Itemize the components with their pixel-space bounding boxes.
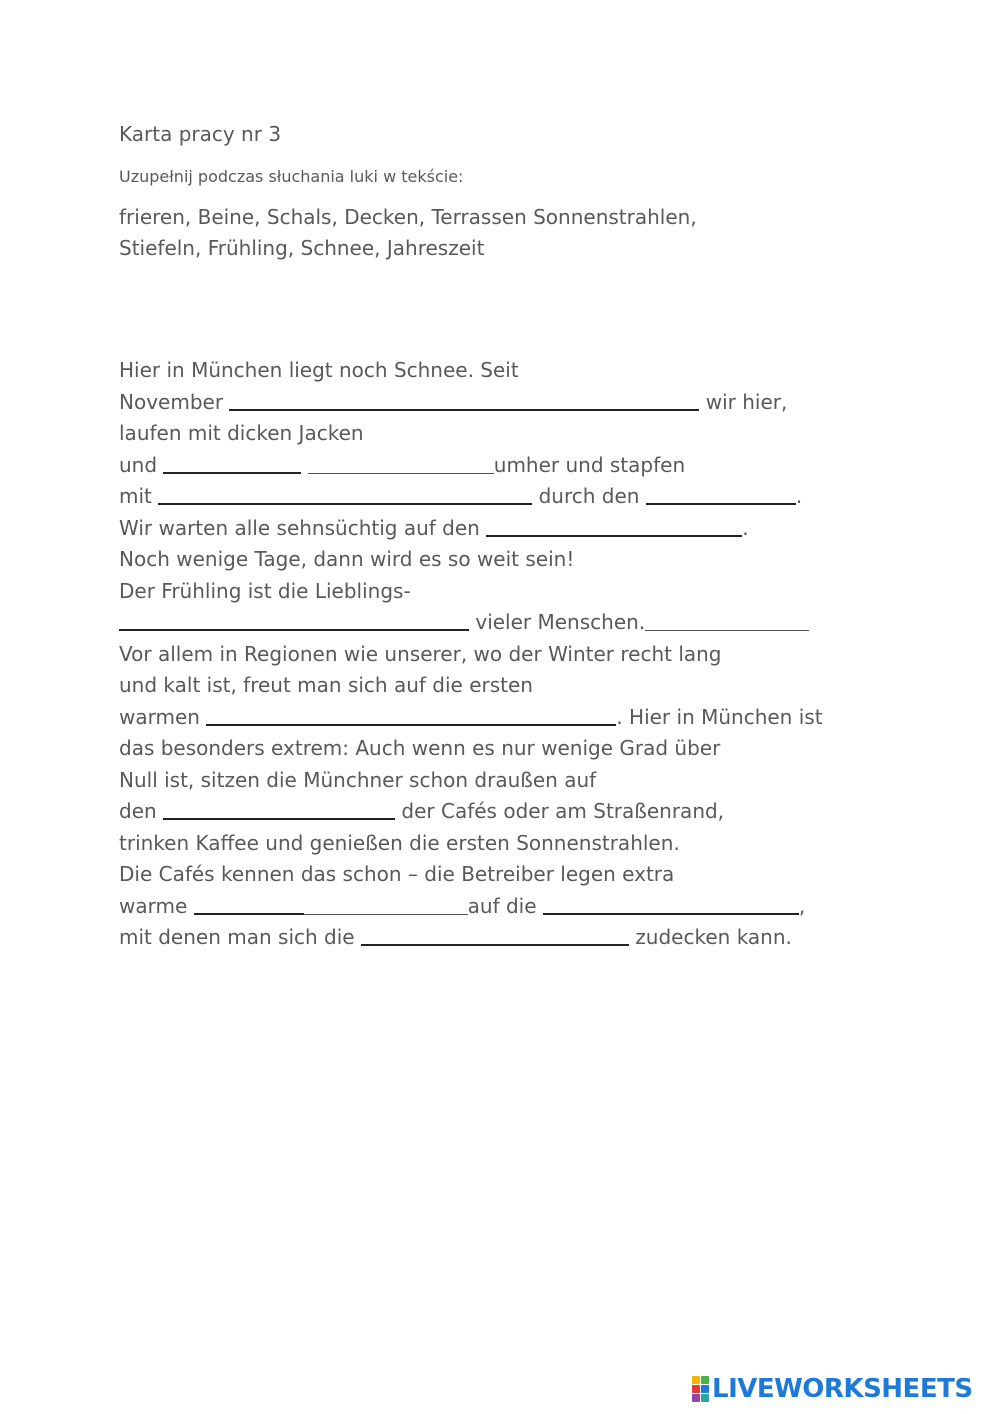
text-segment: Wir warten alle sehnsüchtig auf den [119,515,480,540]
text-line [119,733,823,765]
text-segment: das besonders extrem: Auch wenn es nur wenige Grad über [119,736,721,760]
blank-2[interactable] [163,456,301,474]
logo-text: LIVEWORKSHEETS [712,1374,973,1404]
liveworksheets-logo [692,1374,973,1404]
blank-9[interactable] [206,708,616,726]
text-line [119,670,823,702]
text-line [119,702,823,734]
text-segment: durch den [538,484,640,508]
logo-square [692,1385,700,1393]
text-segment: trinken Kaffee und genießen die ersten Sonnenstrahlen. [119,830,680,855]
word-bank-line: Stiefeln, Frühling, Schnee, Jahreszeit [119,236,485,260]
blank-5[interactable] [646,487,796,505]
instruction-text: Uzupełnij podczas słuchania luki w tekście: [119,167,464,186]
text-segment: mit [119,484,152,508]
text-line [119,355,823,387]
text-segment: November [119,389,224,414]
blank-11[interactable] [194,897,304,915]
text-segment: der Cafés oder am Straßenrand, [401,799,725,823]
text-line [119,828,823,860]
blank-13[interactable] [543,897,799,915]
blank-12[interactable] [304,898,468,915]
text-line [119,513,823,545]
text-line [119,796,823,828]
text-segment: auf die [467,893,537,918]
gap-fill-text [119,355,823,954]
logo-square [701,1385,709,1393]
text-segment: umher und stapfen [493,452,686,477]
text-line [119,607,823,639]
text-line [119,922,823,954]
text-line [119,387,823,419]
text-line [119,481,823,513]
text-segment: vieler Menschen. [475,610,646,634]
text-segment: mit denen man sich die [119,925,355,949]
text-segment: . Hier in München ist [616,704,823,729]
blank-3[interactable] [308,457,494,474]
text-segment: und kalt ist, freut man sich auf die ersten [119,673,533,697]
text-line [119,859,823,891]
text-segment: Null ist, sitzen die Münchner schon draußen auf [119,767,597,792]
text-line [119,576,823,608]
logo-square [692,1394,700,1402]
logo-square [692,1376,700,1384]
text-segment: warme [119,893,188,918]
worksheet-title: Karta pracy nr 3 [119,122,282,146]
blank-7[interactable] [119,613,469,631]
text-line [119,544,823,576]
blank-8[interactable] [645,614,809,631]
text-line [119,450,823,482]
word-bank [119,202,697,264]
text-line [119,891,823,923]
logo-square [701,1376,709,1384]
logo-square [701,1394,709,1402]
blank-10[interactable] [163,802,395,820]
text-line [119,765,823,797]
blank-4[interactable] [158,487,532,505]
text-segment: Vor allem in Regionen wie unserer, wo der Winter recht lang [119,641,722,666]
text-segment: laufen mit dicken Jacken [119,421,364,445]
text-segment: Der Frühling ist die Lieblings- [119,578,411,603]
text-segment: Hier in München liegt noch Schnee. Seit [119,358,519,382]
text-line [119,639,823,671]
text-segment: wir hier, [705,389,788,414]
word-bank-line: frieren, Beine, Schals, Decken, Terrassen Sonnenstrahlen, [119,205,697,229]
text-segment: . [795,484,803,508]
text-segment: warmen [119,704,200,729]
text-line [119,418,823,450]
text-segment: Noch wenige Tage, dann wird es so weit sein! [119,547,575,571]
text-segment: und [119,452,158,477]
logo-mark-icon [692,1376,709,1402]
text-segment: . [742,515,749,540]
blank-1[interactable] [229,393,699,411]
blank-14[interactable] [361,928,629,946]
blank-6[interactable] [486,519,742,537]
text-segment: zudecken kann. [635,925,792,949]
text-segment: Die Cafés kennen das schon – die Betreiber legen extra [119,862,675,886]
text-segment: den [119,799,157,823]
text-segment: , [798,893,806,918]
